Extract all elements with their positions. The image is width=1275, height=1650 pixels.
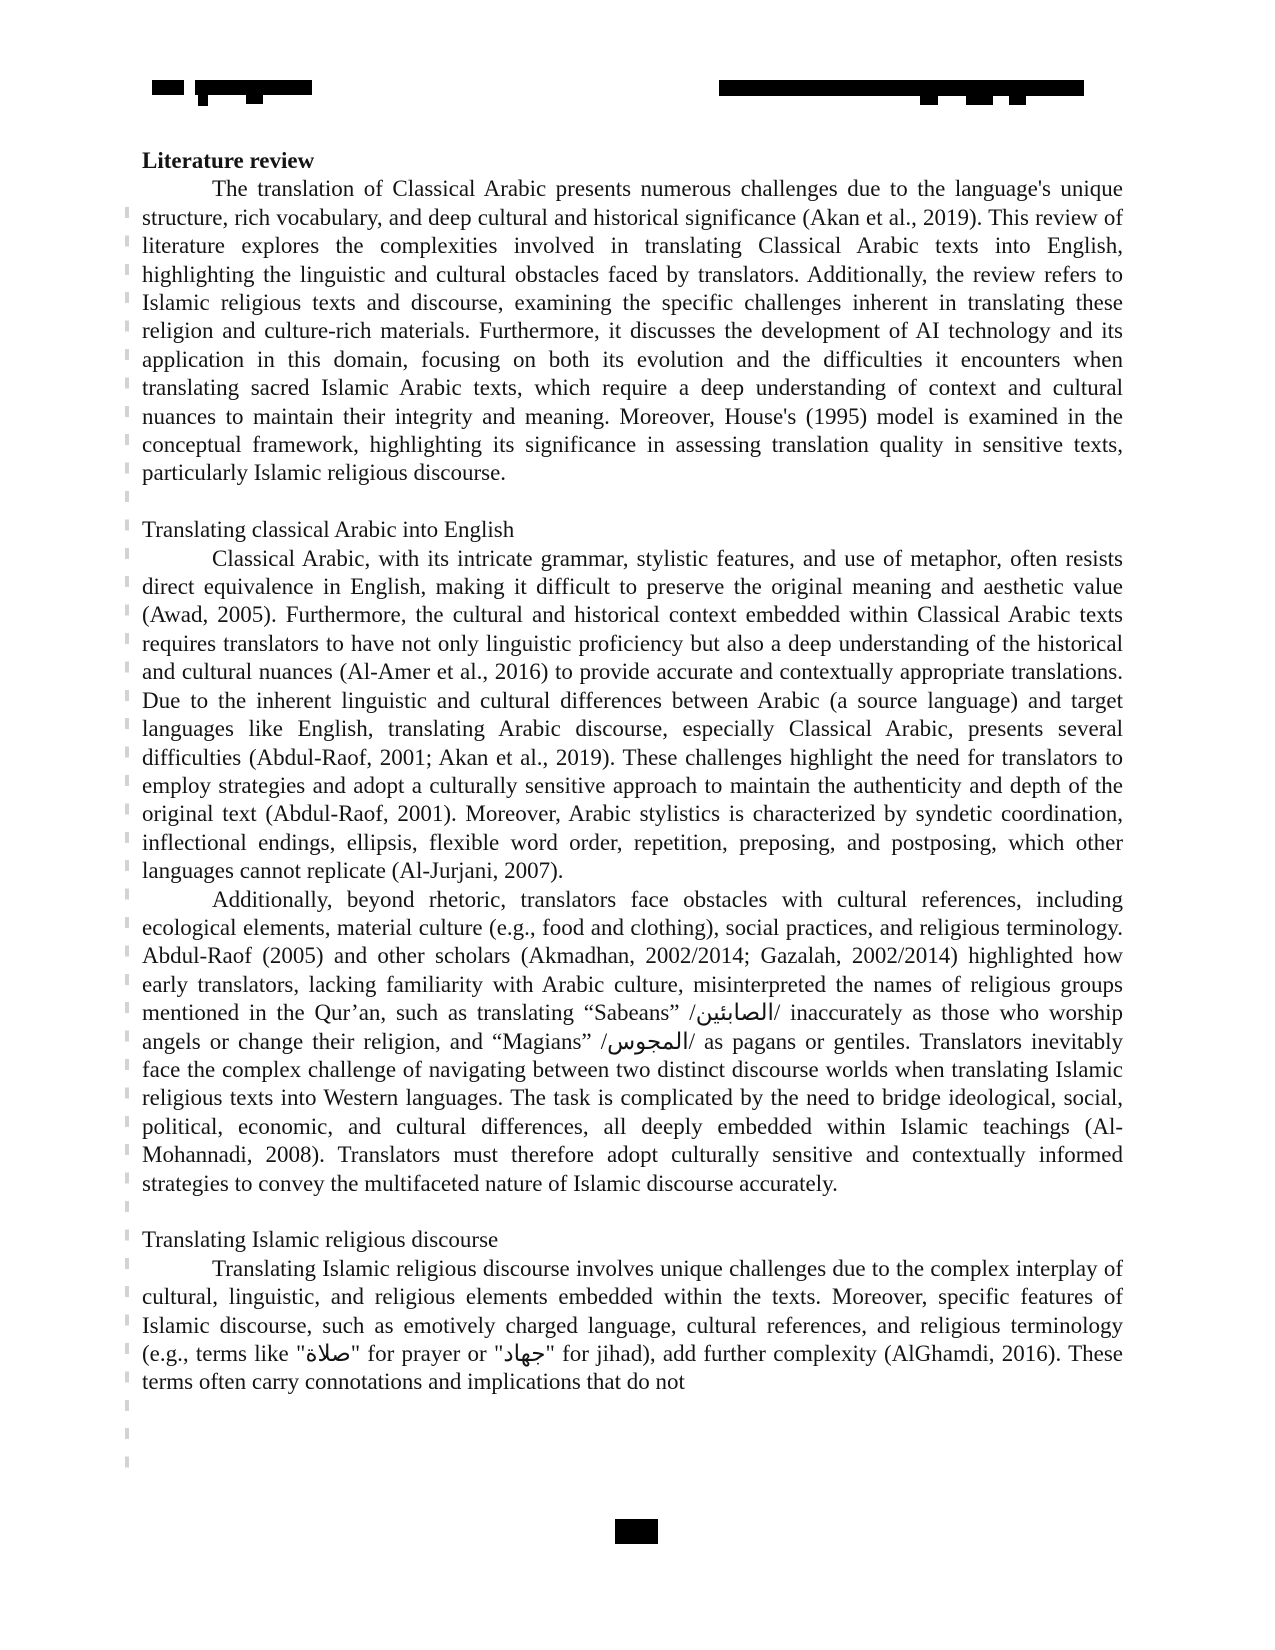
paragraph: The translation of Classical Arabic presents numerous challenges due to the language's unique structure, rich vocabulary, and deep cultural and historical significance (Akan et al., 2019). This review of literature explores the complexities involved in translating Classical Arabic texts into English, highlighting the linguistic and cultural obstacles faced by translators. Additionally, the review refers to Islamic religious texts and discourse, examining the specific challenges inherent in translating these religion and culture-rich materials. Furthermore, it discusses the development of AI technology and its application in this domain, focusing on both its evolution and the difficulties it encounters when translating sacred Islamic Arabic texts, which require a deep understanding of context and cultural nuances to maintain their integrity and meaning. Moreover, House's (1995) model is examined in the conceptual framework, highlighting its significance in assessing translation quality in sensitive texts, particularly Islamic religious discourse. xyxy=(142,176,1123,486)
header-left-redaction-descender xyxy=(198,94,208,106)
section-heading: Literature review xyxy=(142,148,315,173)
header-right-redaction-descender xyxy=(1009,95,1026,105)
section-translating-islamic-discourse xyxy=(142,1226,1123,1396)
section-literature-review xyxy=(142,147,1123,488)
header-left-redaction-descender xyxy=(246,94,263,104)
section-heading: Translating classical Arabic into English xyxy=(142,517,515,543)
page-number-redaction xyxy=(615,1519,658,1544)
paragraph: Additionally, beyond rhetoric, translators face obstacles with cultural references, including ecological elements, material culture (e.g., food and clothing), social practices, and religious terminology. Abdul-Raof (2005) and other scholars (Akmadhan, 2002/2014; Gazalah, 2002/2014) highlighted how early translators, lacking familiarity with Arabic culture, misinterpreted the names of religious groups mentioned in the Qur’an, such as translating “Sabeans” /الصابئين/ inaccurately as those who worship angels or change their religion, and “Magians” /المجوس/ as pagans or gentiles. Translators inevitably face the complex challenge of navigating between two distinct discourse worlds when translating Islamic religious texts into Western languages. The task is complicated by the need to bridge ideological, social, political, economic, and cultural differences, all deeply embedded within Islamic teachings (Al-Mohannadi, 2008). Translators must therefore adopt culturally sensitive and contextually informed strategies to convey the multifaceted nature of Islamic discourse accurately. xyxy=(142,886,1124,1196)
header-right-redaction-bar xyxy=(719,80,1084,96)
section-heading: Translating Islamic religious discourse xyxy=(142,1227,499,1253)
document-body xyxy=(142,147,1123,1397)
section-translating-classical-arabic xyxy=(142,516,1123,1198)
header-right-redaction-descender xyxy=(966,95,993,105)
header-right-redaction-descender xyxy=(920,95,938,105)
header-left-redaction-bar xyxy=(195,80,312,95)
header-left-redaction-bar xyxy=(152,80,184,95)
paragraph: Classical Arabic, with its intricate grammar, stylistic features, and use of metaphor, often resists direct equivalence in English, making it difficult to preserve the original meaning and aesthetic value (Awad, 2005). Furthermore, the cultural and historical context embedded within Classical Arabic texts requires translators to have not only linguistic proficiency but also a deep understanding of the historical and cultural nuances (Al-Amer et al., 2016) to provide accurate and contextually appropriate translations. Due to the inherent linguistic and cultural differences between Arabic (a source language) and target languages like English, translating Arabic discourse, especially Classical Arabic, presents several difficulties (Abdul-Raof, 2001; Akan et al., 2019). These challenges highlight the need for translators to employ strategies and adopt a culturally sensitive approach to maintain the authenticity and depth of the original text (Abdul-Raof, 2001). Moreover, Arabic stylistics is characterized by syndetic coordination, inflectional endings, ellipsis, flexible word order, repetition, preposing, and postposing, which other languages cannot replicate (Al-Jurjani, 2007). xyxy=(142,545,1123,884)
scan-artifact-margin-ticks xyxy=(125,207,129,1469)
paragraph: Translating Islamic religious discourse involves unique challenges due to the complex interplay of cultural, linguistic, and religious elements embedded within the texts. Moreover, specific features of Islamic discourse, such as emotively charged language, cultural references, and religious terminology (e.g., terms like "صلاة" for prayer or "جهاد" for jihad), add further complexity (AlGhamdi, 2016). These terms often carry connotations and implications that do not xyxy=(142,1255,1123,1395)
